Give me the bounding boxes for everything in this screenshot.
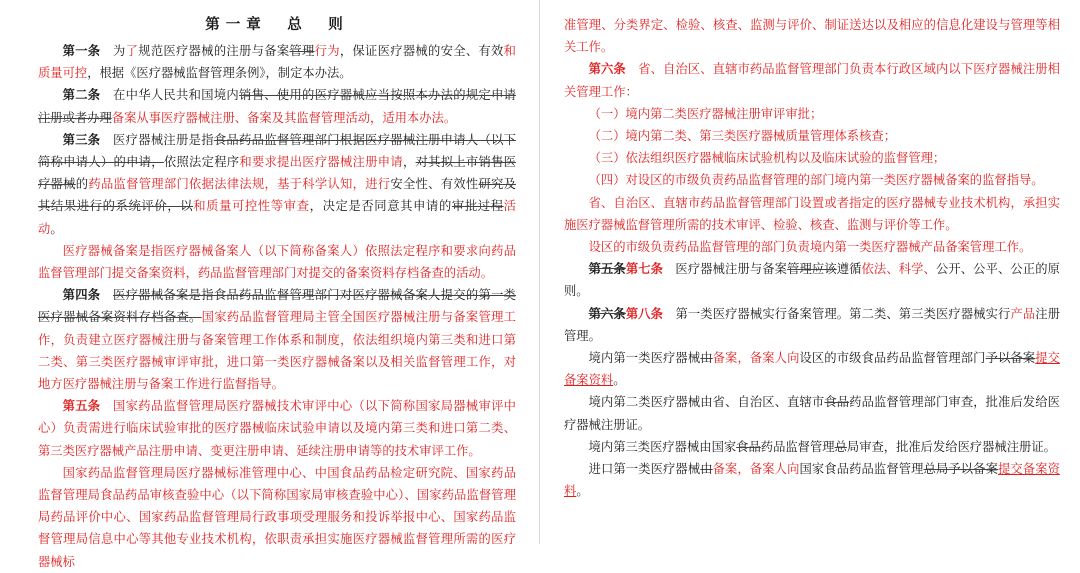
text-run: ，保证医疗器械的安全、有效 xyxy=(339,44,504,58)
text-run: 医疗器械注册是指 xyxy=(100,132,214,147)
inserted-text: 依法、科学、 xyxy=(861,262,936,277)
article-number: 第五条 xyxy=(588,261,626,277)
text-run: 的 xyxy=(75,177,89,192)
inserted-text: 国家药品监督管理局主管全国医疗器械注册与备案管理工作，负责建立医疗器械注册与备案管理工作体系和制度，依法组织境内第三类和进口第二类、第三类医疗器械审评审批，进口第一类医疗器械备案以及相关监督管理工作，对地方医疗器械注册与备案工作进行监督指导。 xyxy=(38,310,516,392)
paragraph xyxy=(564,391,1060,435)
text-run: 公开、公平、公正的原则。 xyxy=(564,262,1060,299)
paragraph xyxy=(38,129,516,240)
chapter-title: 第一章 总 则 xyxy=(205,16,349,33)
right-page xyxy=(544,0,1080,544)
text-run: 注册管理。 xyxy=(564,306,1060,343)
inserted-text: 省、自治区、直辖市药品监督管理部门负责本行政区域内以下医疗器械注册相关管理工作： xyxy=(564,62,1060,99)
article-number: 第六条 xyxy=(588,61,626,77)
inserted-text: 了 xyxy=(125,44,139,58)
inserted-text: 产品 xyxy=(1010,306,1036,321)
text-run: 医疗器械注册与备案 xyxy=(663,262,788,277)
text-run: 安全性、有效性 xyxy=(390,177,479,192)
paragraph xyxy=(38,84,516,128)
text-run: ，决定是否同意其申请的 xyxy=(309,199,452,214)
inserted-text: 设区的市级负责药品监督管理的部门负责境内第一类医疗器械产品备案管理工作。 xyxy=(588,240,1032,255)
text-run: 进口第一类医疗器械 xyxy=(588,462,701,477)
paragraph xyxy=(564,14,1060,58)
article-number: 第四条 xyxy=(62,287,101,303)
text-run: 在中华人民共和国境内 xyxy=(100,88,240,103)
deleted-text: 管理应该 xyxy=(787,262,837,277)
deleted-text: 对其拟上市销售医疗器械 xyxy=(38,155,516,192)
deleted-text: 医疗器械备案是指食品药品监督管理部门对医疗器械备案人提交的第一类医疗器械备案资料存档备查。 xyxy=(38,288,516,325)
text-run: 。 xyxy=(576,484,589,499)
paragraph xyxy=(564,58,1060,102)
inserted-text: 提交备案资料 xyxy=(564,462,1060,499)
paragraph xyxy=(38,395,516,462)
inserted-text: （二）境内第二类、第三类医疗器械质量管理体系核查； xyxy=(588,129,897,144)
text-run: 。 xyxy=(613,373,626,388)
right-page-body xyxy=(564,14,1060,502)
article-number: 第六条 xyxy=(588,305,626,321)
paragraph xyxy=(564,436,1060,458)
inserted-text: 备案 xyxy=(111,110,137,125)
inserted-text: 提交备案资料 xyxy=(564,351,1060,388)
inserted-text: 备案，备案人向 xyxy=(712,351,800,366)
deleted-text: 总局予以备案 xyxy=(923,462,998,477)
deleted-text: 审批过程 xyxy=(451,199,504,214)
paragraph xyxy=(564,347,1060,391)
inserted-text: 从事医疗器械注册、备案及其监督管理活动，适用本办法。 xyxy=(136,110,457,125)
paragraph xyxy=(564,236,1060,258)
text-run xyxy=(100,288,113,302)
deleted-text: 食品 xyxy=(736,439,761,454)
text-run: 规范医疗器械的注册与备案 xyxy=(138,44,290,58)
deleted-text: 销售、使用的医疗器械应当按照本办法的规定申请注册或者办理 xyxy=(38,88,516,125)
paragraph xyxy=(564,169,1060,191)
article-number: 第七条 xyxy=(625,261,664,277)
text-run: 境内第三类医疗器械由国家 xyxy=(588,439,737,454)
text-run: ， xyxy=(402,155,416,170)
inserted-text: 和质量可控性等审查 xyxy=(193,199,310,214)
paragraph xyxy=(564,103,1060,125)
page-divider xyxy=(539,0,540,544)
deleted-text: 总 xyxy=(834,439,847,454)
inserted-text: （一）境内第二类医疗器械注册审评审批； xyxy=(588,106,823,121)
deleted-text: 由 xyxy=(700,462,713,477)
paragraph xyxy=(38,462,516,573)
paragraph xyxy=(564,192,1060,236)
text-run: ，根据《医疗器械监督管理条例》，制定本办法。 xyxy=(87,66,352,81)
deleted-text: 研究及其结果进行的系统评价，以 xyxy=(38,177,516,214)
text-run: 药品监督管理部门审查，批准后发给医疗器械注册证。 xyxy=(564,395,1060,432)
text-run: 依照法定程序 xyxy=(163,155,240,170)
paragraph xyxy=(564,303,1060,347)
inserted-text: 国家药品监督管理局医疗器械标准管理中心、中国食品药品检定研究院、国家药品监督管理局食品药品审核查验中心（以下简称国家局审核查验中心）、国家药品监督管理局药品评价中心、国家药品监督管理局行政事项受理服务和投诉举报中心、国家药品监督管理局信息中心等其他专业技术机构，依职责承担实施医疗器械监督管理所需的医疗器械标 xyxy=(38,465,516,569)
text-run: 局审查，批准后发给医疗器械注册证。 xyxy=(846,439,1056,454)
deleted-text: 由 xyxy=(700,351,713,366)
paragraph xyxy=(564,258,1060,302)
article-number: 第五条 xyxy=(62,398,101,414)
inserted-text: 备案，备案人向 xyxy=(712,462,800,477)
inserted-text: （四）对设区的市级负责药品监督管理的部门境内第一类医疗器械备案的监督指导。 xyxy=(588,173,1044,188)
paragraph xyxy=(564,125,1060,147)
text-run: 设区的市级食品药品监督管理部门 xyxy=(799,351,986,366)
inserted-text: 和质量可控 xyxy=(38,44,516,81)
inserted-text: 医疗器械备案是指医疗器械备案人（以下简称备案人）依照法定程序和要求向药品监督管理部门提交备案资料，药品监督管理部门对提交的备案资料存档备查的活动。 xyxy=(38,243,516,281)
paragraph xyxy=(564,458,1060,502)
inserted-text: 药品监督管理部门依据法律法规，基于科学认知，进行 xyxy=(88,177,391,192)
deleted-text: 予以备案 xyxy=(985,351,1036,366)
left-page-body xyxy=(38,40,516,573)
text-run: 。 xyxy=(50,221,63,236)
text-run: 境内第一类医疗器械 xyxy=(588,351,701,366)
inserted-text: 活动 xyxy=(38,199,516,236)
deleted-text: 管理 xyxy=(289,44,315,58)
article-number: 第二条 xyxy=(62,87,101,103)
text-run: 第一类医疗器械实行备案管理。第二类、第三类医疗器械实行 xyxy=(663,306,1011,321)
deleted-text: 食品药品监督管理部门根据医疗器械注册申请人（以下简称申请人）的申请， xyxy=(38,132,516,170)
paragraph xyxy=(564,147,1060,169)
text-run: 境内第二类医疗器械由省、自治区、直辖市 xyxy=(588,395,825,410)
article-number: 第一条 xyxy=(62,43,101,58)
inserted-text: （三）依法组织医疗器械临床试验机构以及临床试验的监督管理； xyxy=(588,151,946,166)
paragraph xyxy=(38,240,516,284)
paragraph xyxy=(38,284,516,395)
inserted-text: 省、自治区、直辖市药品监督管理部门设置或者指定的医疗器械专业技术机构，承担实施医疗器械监督管理所需的技术审评、检验、核查、监测与评价等工作。 xyxy=(564,195,1060,232)
text-run: 药品监督管理 xyxy=(760,439,835,454)
inserted-text: 行为 xyxy=(314,44,340,58)
deleted-text: 食品 xyxy=(824,395,850,410)
inserted-text: 和要求提出医疗器械注册申请 xyxy=(239,155,403,170)
left-page xyxy=(0,0,536,569)
inserted-text: 国家药品监督管理局医疗器械技术审评中心（以下简称国家局器械审评中心）负责需进行临床试验审批的医疗器械临床试验申请以及境内第三类和进口第二类、第三类医疗器械产品注册申请、变更注册申请、延续注册申请等的技术审评工作。 xyxy=(38,399,516,458)
text-run: 为 xyxy=(100,44,126,58)
text-run: 国家食品药品监督管理 xyxy=(799,462,924,477)
article-number: 第八条 xyxy=(625,305,664,321)
inserted-text: 准管理、分类界定、检验、核查、监测与评价、制证送达以及相应的信息化建设与管理等相关工作。 xyxy=(564,18,1060,55)
paragraph xyxy=(38,40,516,84)
article-number: 第三条 xyxy=(62,131,101,147)
text-run: 遵循 xyxy=(836,262,862,277)
